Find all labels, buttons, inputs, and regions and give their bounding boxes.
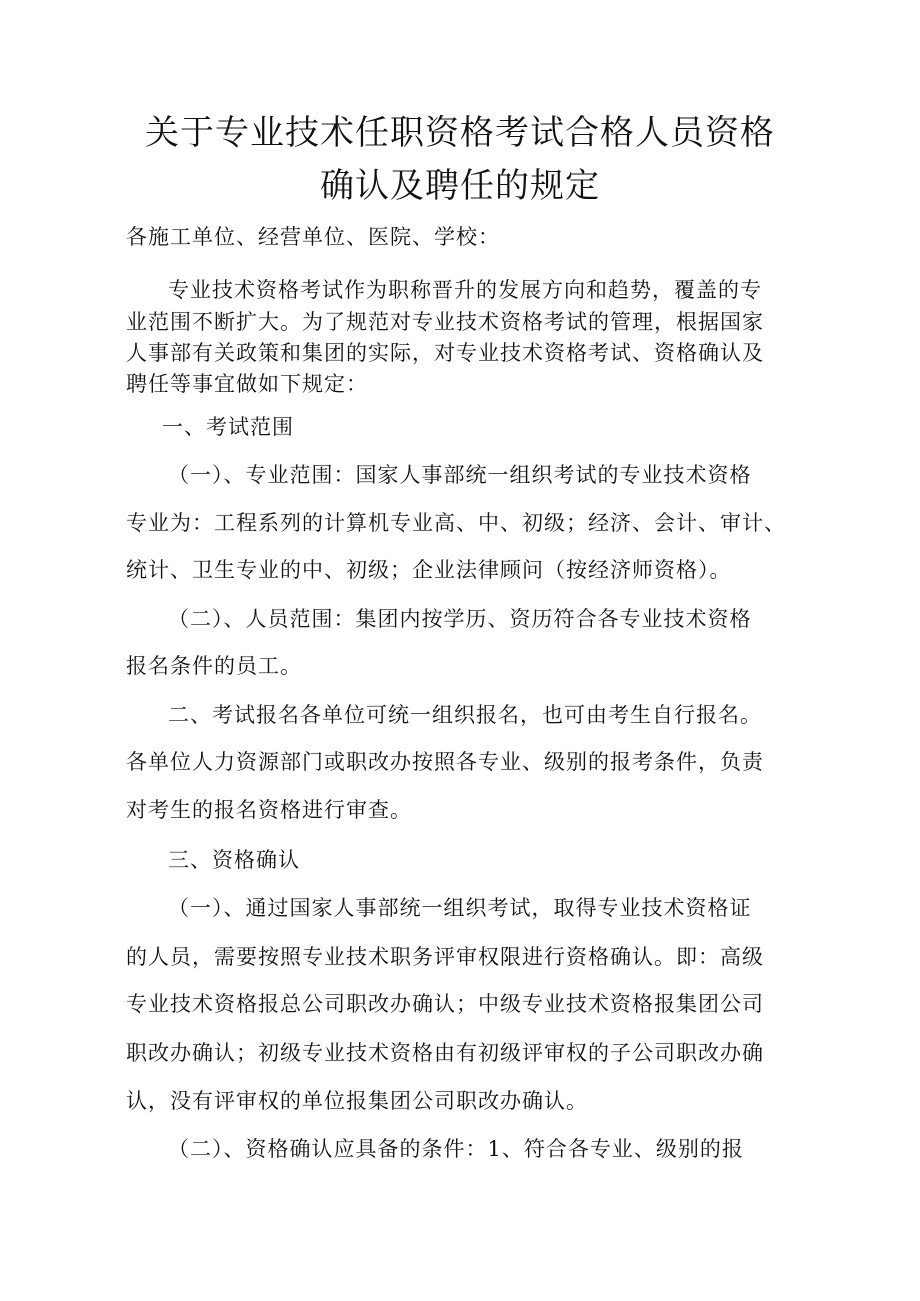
section-1-item-1-line: （一）、专业范围：国家人事部统一组织考试的专业技术资格 [168, 463, 752, 487]
section-1-heading: 一、考试范围 [162, 415, 294, 439]
section-2-line: 对考生的报名资格进行审查。 [126, 798, 412, 822]
intro-line: 人事部有关政策和集团的实际，对专业技术资格考试、资格确认及 [126, 341, 764, 365]
section-3-item-1-line: 职改办确认；初级专业技术资格由有初级评审权的子公司职改办确 [126, 1041, 764, 1065]
section-3-item-1-line: 认，没有评审权的单位报集团公司职改办确认。 [126, 1089, 588, 1113]
intro-line: 聘任等事宜做如下规定： [126, 372, 368, 396]
section-3-item-2-line: （二）、资格确认应具备的条件：1、符合各专业、级别的报 [168, 1137, 744, 1161]
section-1-item-2-line: 报名条件的员工。 [126, 654, 302, 678]
section-3-heading: 三、资格确认 [168, 848, 300, 872]
section-3-item-1-line: （一）、通过国家人事部统一组织考试，取得专业技术资格证 [168, 896, 752, 920]
intro-line: 专业技术资格考试作为职称晋升的发展方向和趋势，覆盖的专 [168, 278, 762, 302]
section-2-line: 各单位人力资源部门或职改办按照各专业、级别的报考条件，负责 [126, 750, 764, 774]
section-1-item-2-line: （二）、人员范围：集团内按学历、资历符合各专业技术资格 [168, 607, 752, 631]
section-3-item-1-line: 的人员，需要按照专业技术职务评审权限进行资格确认。即：高级 [126, 945, 764, 969]
section-2-line: 二、考试报名各单位可统一组织报名，也可由考生自行报名。 [168, 703, 762, 727]
section-1-item-1-line: 专业为：工程系列的计算机专业高、中、初级；经济、会计、审计、 [126, 511, 786, 535]
document-title-line-1: 关于专业技术任职资格考试合格人员资格 [145, 113, 775, 153]
salutation: 各施工单位、经营单位、医院、学校： [126, 225, 500, 249]
intro-line: 业范围不断扩大。为了规范对专业技术资格考试的管理，根据国家 [126, 310, 764, 334]
section-1-item-1-line: 统计、卫生专业的中、初级；企业法律顾问（按经济师资格）。 [126, 558, 732, 582]
document-title-line-2: 确认及聘任的规定 [320, 166, 600, 206]
section-3-item-1-line: 专业技术资格报总公司职改办确认；中级专业技术资格报集团公司 [126, 992, 764, 1016]
